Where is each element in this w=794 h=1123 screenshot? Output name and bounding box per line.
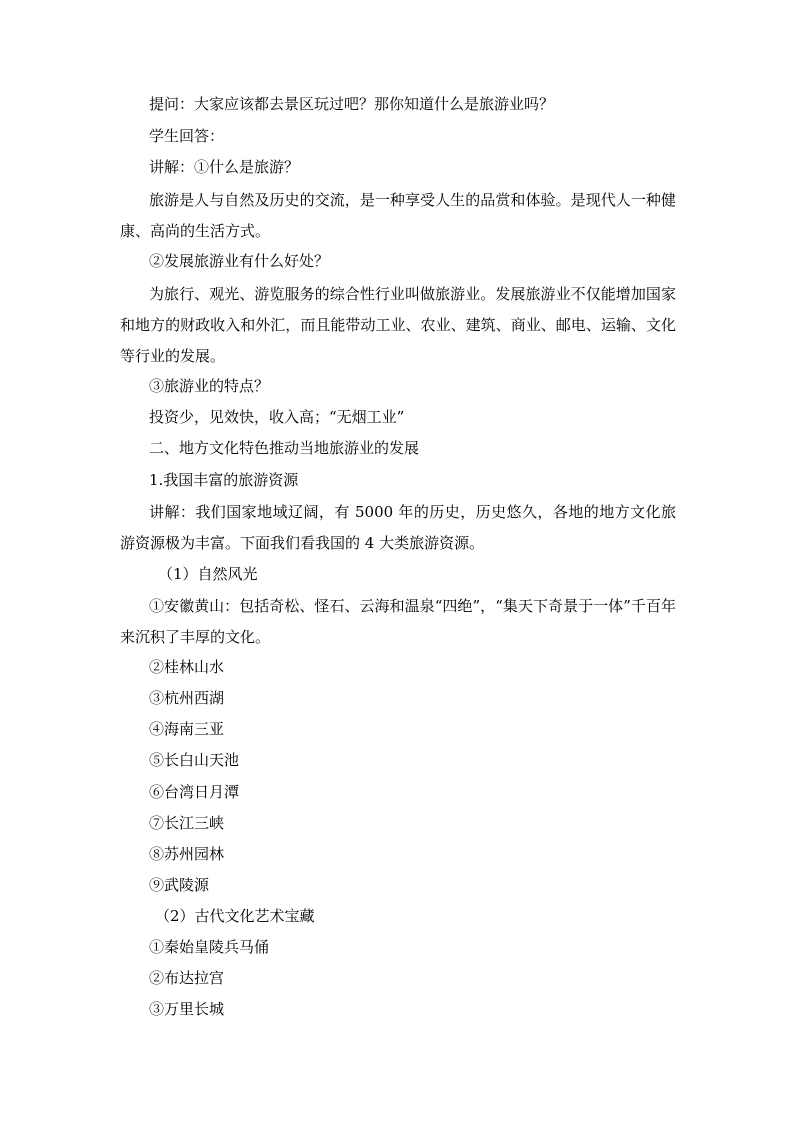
paragraph-features-answer: 投资少，见效快，收入高；“无烟工业” [149,408,405,426]
paragraph-explain-tourism: 讲解：①什么是旅游？ [149,158,300,176]
list-item-terracotta-army: ①秦始皇陵兵马俑 [149,938,270,956]
paragraph-benefits-question: ②发展旅游业有什么好处？ [149,252,330,270]
paragraph-features-question: ③旅游业的特点？ [149,377,270,395]
category-ancient-art: （2）古代文化艺术宝藏 [155,907,315,925]
list-item-potala-palace: ②布达拉宫 [149,969,225,987]
paragraph-student-answer: 学生回答： [149,127,225,145]
list-item-three-gorges: ⑦长江三峡 [149,814,225,832]
list-item-sun-moon-lake: ⑥台湾日月潭 [149,783,240,801]
section-heading-2: 二、地方文化特色推动当地旅游业的发展 [149,439,420,457]
list-item-sanya: ④海南三亚 [149,720,225,738]
list-item-huangshan: ①安徽黄山：包括奇松、怪石、云海和温泉“四绝”，“集天下奇景于一体”千百年来沉积了丰厚的文化。 [120,597,676,646]
paragraph-question: 提问：大家应该都去景区玩过吧？那你知道什么是旅游业吗？ [149,95,555,113]
subsection-heading-1: 1.我国丰富的旅游资源 [149,471,299,489]
list-item-great-wall: ③万里长城 [149,1000,225,1018]
list-item-suzhou-gardens: ⑧苏州园林 [149,845,225,863]
list-item-west-lake: ③杭州西湖 [149,689,225,707]
paragraph-benefits-answer: 为旅行、观光、游览服务的综合性行业叫做旅游业。发展旅游业不仅能增加国家和地方的财政收入和外汇，而且能带动工业、农业、建筑、商业、邮电、运输、文化等行业的发展。 [120,285,676,365]
category-natural-scenery: （1）自然风光 [158,565,258,583]
list-item-changbai-tianchi: ⑤长白山天池 [149,751,240,769]
paragraph-resources-explain: 讲解：我们国家地域辽阔，有 5000 年的历史，历史悠久，各地的地方文化旅游资源极为丰富。下面我们看我国的 4 大类旅游资源。 [120,503,676,552]
list-item-wulingyuan: ⑨武陵源 [149,876,210,894]
paragraph-tourism-definition: 旅游是人与自然及历史的交流，是一种享受人生的品赏和体验。是现代人一种健康、高尚的生活方式。 [120,191,676,240]
list-item-guilin: ②桂林山水 [149,658,225,676]
